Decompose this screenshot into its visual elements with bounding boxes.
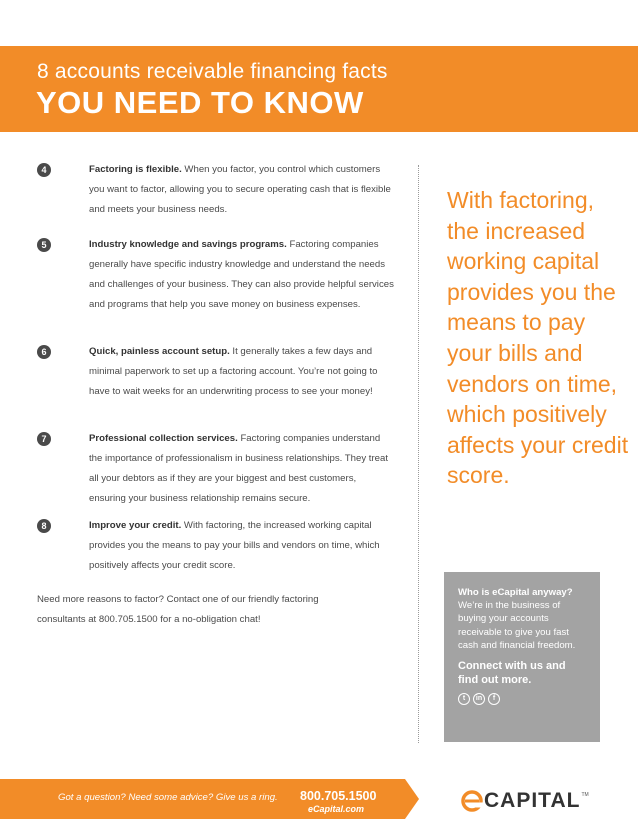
connect-heading: Connect with us and find out more. xyxy=(458,660,566,686)
fact-number-badge: 4 xyxy=(37,163,51,177)
header-subtitle: 8 accounts receivable financing facts xyxy=(37,60,388,83)
fact-text xyxy=(89,235,394,315)
logo-trademark: TM xyxy=(581,792,589,798)
fact-text xyxy=(89,160,394,220)
pullquote: With factoring, the increased working capital provides you the means to pay your bills and vendors on time, which positively affects your credit score. xyxy=(447,187,629,489)
social-links xyxy=(458,693,586,705)
fact-number-badge: 5 xyxy=(37,238,51,252)
fact-body: Factoring companies understand the importance of professionalism in business relationships. They treat all your debtors as if they are your biggest and best customers, ensuring your business relationship remains secure. xyxy=(89,433,388,504)
logo-wordmark: CAPITAL xyxy=(484,789,581,812)
facebook-icon[interactable]: f xyxy=(488,693,500,705)
header-banner xyxy=(0,46,638,132)
fact-heading: Factoring is flexible. xyxy=(89,164,182,175)
footer-phone-link[interactable]: 800.705.1500 xyxy=(300,789,377,803)
fact-heading: Industry knowledge and savings programs. xyxy=(89,239,287,250)
linkedin-icon[interactable]: in xyxy=(473,693,485,705)
ecapital-logo xyxy=(461,788,589,814)
footer-site-link[interactable]: eCapital.com xyxy=(308,804,365,814)
fact-text xyxy=(89,429,394,509)
footer-question: Got a question? Need some advice? Give us a ring. xyxy=(58,792,278,803)
fact-number-badge: 8 xyxy=(37,519,51,533)
ecapital-e-icon xyxy=(461,790,483,812)
fact-body: It generally takes a few days and minimal paperwork to set up a factoring account. You’re not going to have to wait weeks for an underwriting process to see your money! xyxy=(89,346,378,397)
footer-arrow xyxy=(405,779,419,819)
header-title: YOU NEED TO KNOW xyxy=(36,85,364,120)
about-sidebar xyxy=(444,572,600,742)
dotted-divider xyxy=(418,165,419,743)
fact-number-badge: 6 xyxy=(37,345,51,359)
fact-body: When you factor, you control which customers you want to factor, allowing you to secure operating cash that is flexible and meets your business needs. xyxy=(89,164,391,215)
fact-body: With factoring, the increased working capital provides you the means to pay your bills and vendors on time, which positively affects your credit score. xyxy=(89,520,380,571)
fact-heading: Improve your credit. xyxy=(89,520,182,531)
footer-banner xyxy=(0,779,405,819)
fact-body: Factoring companies generally have specific industry knowledge and understand the needs and challenges of your business. They can also provide helpful services and programs that help you save money on business expenses. xyxy=(89,239,394,310)
fact-number-badge: 7 xyxy=(37,432,51,446)
about-body: We’re in the business of buying your accounts receivable to give you fast cash and financial freedom. xyxy=(458,600,576,651)
fact-text xyxy=(89,342,394,402)
about-text xyxy=(458,586,586,652)
fact-heading: Quick, painless account setup. xyxy=(89,346,230,357)
about-heading: Who is eCapital anyway? xyxy=(458,587,573,598)
twitter-icon[interactable]: t xyxy=(458,693,470,705)
fact-heading: Professional collection services. xyxy=(89,433,238,444)
contact-cta-text: Need more reasons to factor? Contact one of our friendly factoring consultants at 800.705.1500 for a no-obligation chat! xyxy=(37,594,319,625)
fact-text xyxy=(89,516,394,576)
